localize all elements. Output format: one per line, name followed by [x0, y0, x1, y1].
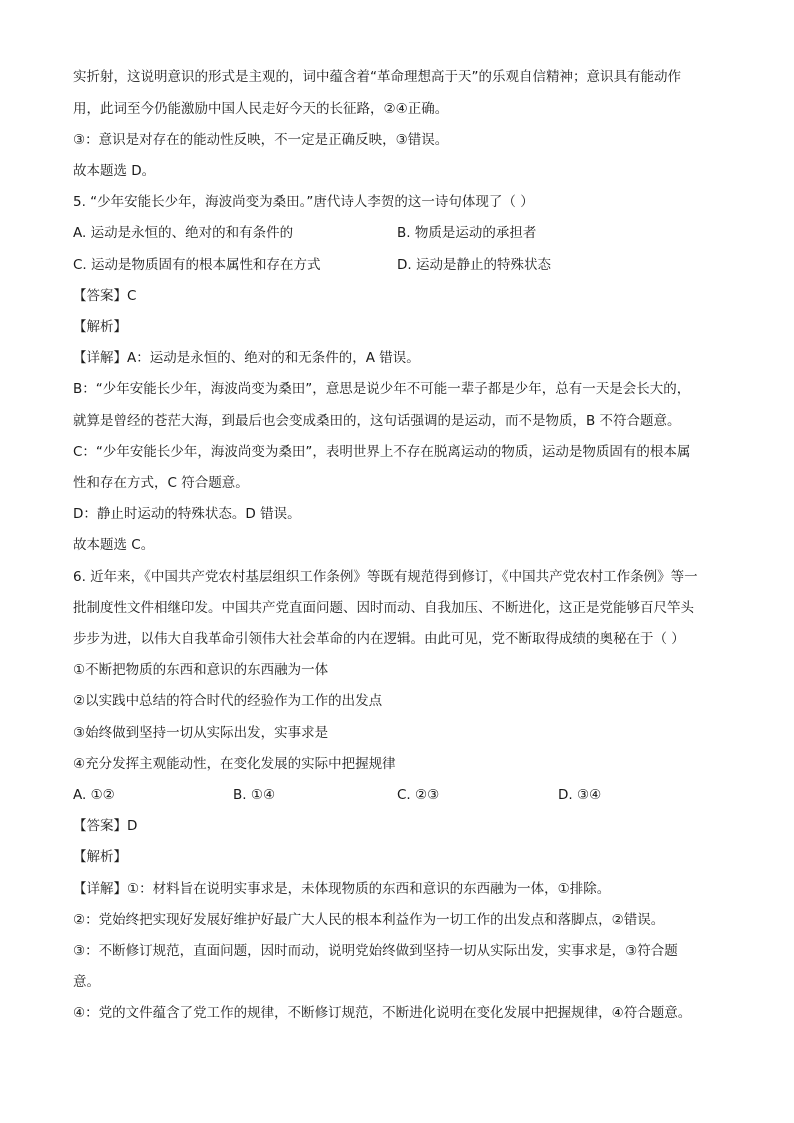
question-5-stem: 5. “少年安能长少年，海波尚变为桑田。”唐代诗人李贺的这一诗句体现了（ ） [73, 194, 534, 210]
q6-answer: 【答案】D [73, 818, 138, 834]
q6-statement-4: ④充分发挥主观能动性，在变化发展的实际中把握规律 [73, 756, 396, 772]
paragraph-line: 用，此词至今仍能激励中国人民走好今天的长征路，②④正确。 [73, 101, 449, 117]
question-6-stem: 批制度性文件相继印发。中国共产党直面问题、因时而动、自我加压、不断进化，这正是党能够百尺竿头 [73, 600, 694, 616]
q6-option-d: D. ③④ [558, 787, 602, 803]
q6-detail-line: ④：党的文件蕴含了党工作的规律，不断修订规范，不断进化说明在变化发展中把握规律，④符合题意。 [73, 1005, 692, 1021]
q5-conclusion: 故本题选 C。 [73, 537, 155, 553]
q6-option-a: A. ①② [73, 787, 115, 803]
q6-detail-line: ②：党始终把实现好发展好维护好最广大人民的根本利益作为一切工作的出发点和落脚点，②错误。 [73, 912, 665, 928]
q5-detail-line: D：静止时运动的特殊状态。D 错误。 [73, 506, 301, 522]
question-6-stem: 步步为进，以伟大自我革命引领伟大社会革命的内在逻辑。由此可见，党不断取得成绩的奥秘在于（ ） [73, 631, 685, 647]
q6-analysis-heading: 【解析】 [73, 849, 127, 865]
paragraph-line: ③：意识是对存在的能动性反映，不一定是正确反映，③错误。 [73, 132, 449, 148]
q5-option-a: A. 运动是永恒的、绝对的和有条件的 [73, 225, 294, 241]
q6-statement-2: ②以实践中总结的符合时代的经验作为工作的出发点 [73, 693, 383, 709]
q6-detail-line: ③：不断修订规范，直面问题，因时而动，说明党始终做到坚持一切从实际出发，实事求是，③符合题 [73, 943, 678, 959]
q5-detail-line: 就算是曾经的苍茫大海，到最后也会变成桑田的，这句话强调的是运动，而不是物质，B 不符合题意。 [73, 413, 681, 429]
q6-detail-line: 【详解】①：材料旨在说明实事求是，未体现物质的东西和意识的东西融为一体，①排除。 [73, 881, 611, 897]
q5-detail-line: 【详解】A：运动是永恒的、绝对的和无条件的，A 错误。 [73, 350, 420, 366]
q6-statement-3: ③始终做到坚持一切从实际出发，实事求是 [73, 725, 329, 741]
q6-statement-1: ①不断把物质的东西和意识的东西融为一体 [73, 662, 329, 678]
q5-answer: 【答案】C [73, 288, 137, 304]
question-6-stem: 6. 近年来，《中国共产党农村基层组织工作条例》等既有规范得到修订，《中国共产党农村工作条例》等一 [73, 569, 698, 585]
q5-option-c: C. 运动是物质固有的根本属性和存在方式 [73, 257, 321, 273]
q5-option-b: B. 物质是运动的承担者 [397, 225, 537, 241]
q5-option-d: D. 运动是静止的特殊状态 [397, 257, 551, 273]
q6-option-c: C. ②③ [397, 787, 440, 803]
q5-detail-line: C：“少年安能长少年，海波尚变为桑田”，表明世界上不存在脱离运动的物质，运动是物质固有的根本属 [73, 444, 691, 460]
paragraph-line: 实折射，这说明意识的形式是主观的，词中蕴含着“革命理想高于天”的乐观自信精神；意识具有能动作 [73, 69, 681, 85]
q6-detail-line: 意。 [73, 974, 100, 990]
q6-option-b: B. ①④ [233, 787, 276, 803]
paragraph-line: 故本题选 D。 [73, 163, 156, 179]
q5-detail-line: 性和存在方式，C 符合题意。 [73, 475, 249, 491]
q5-analysis-heading: 【解析】 [73, 319, 127, 335]
q5-detail-line: B：“少年安能长少年，海波尚变为桑田”，意思是说少年不可能一辈子都是少年，总有一天是会长大的， [73, 381, 691, 397]
